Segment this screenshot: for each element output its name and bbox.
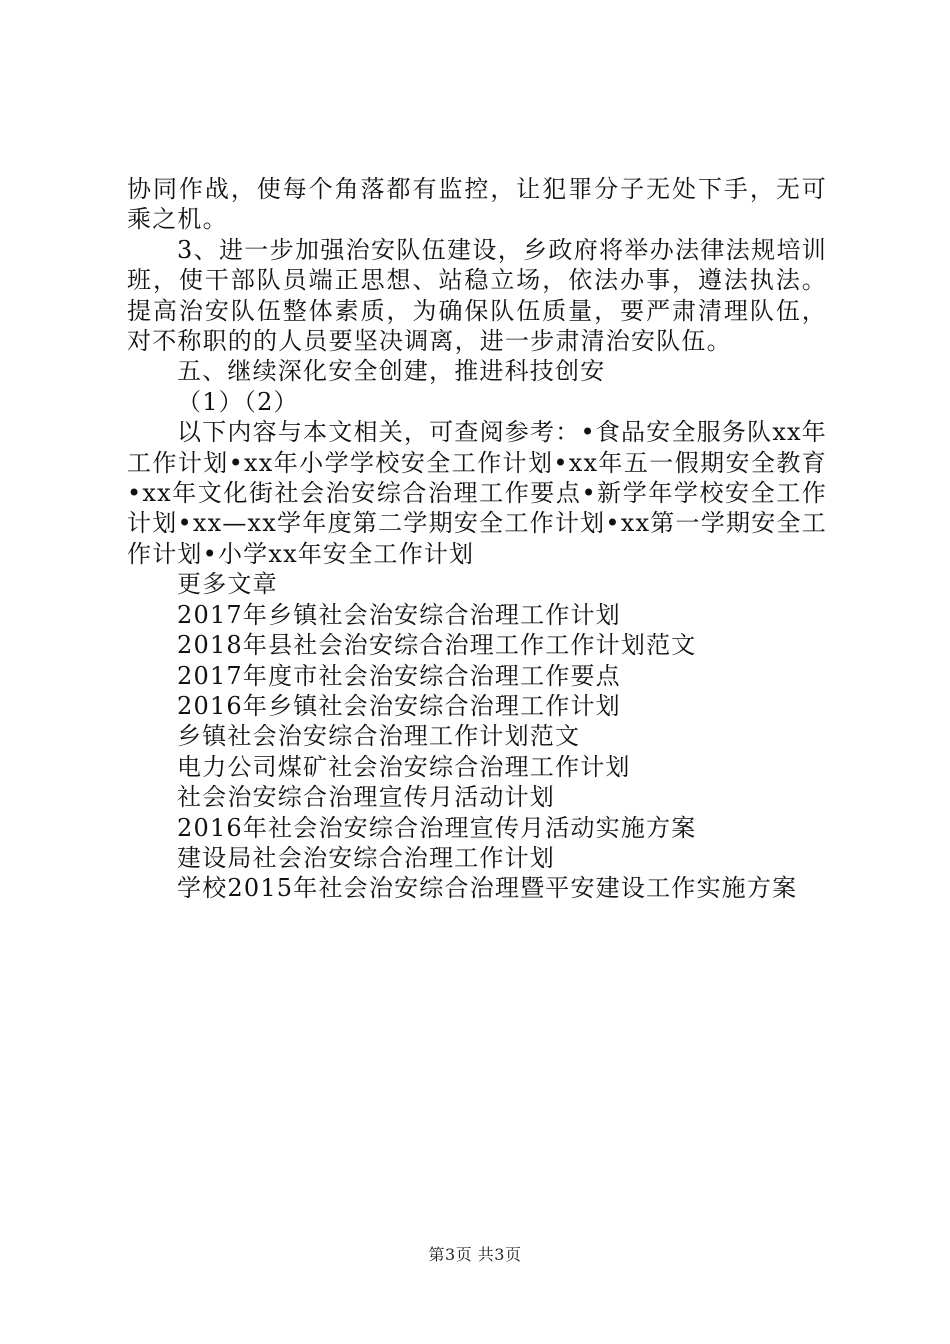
more-articles-label: 更多文章 bbox=[177, 570, 278, 599]
article-link[interactable]: 建设局社会治安综合治理工作计划 bbox=[177, 843, 555, 872]
document-body bbox=[127, 174, 827, 904]
article-link[interactable]: 2017年度市社会治安综合治理工作要点 bbox=[177, 661, 621, 690]
related-content-paragraph: 以下内容与本文相关，可查阅参考：•食品安全服务队xx年工作计划•xx年小学学校安全工作计划•xx年五一假期安全教育•xx年文化街社会治安综合治理工作要点•新学年学校安全工作计划•xx—xx学年度第二学期安全工作计划•xx第一学期安全工作计划•小学xx年安全工作计划 bbox=[127, 418, 827, 568]
more-articles-list bbox=[127, 600, 827, 904]
article-link[interactable]: 2016年乡镇社会治安综合治理工作计划 bbox=[177, 691, 621, 720]
article-link[interactable]: 学校2015年社会治安综合治理暨平安建设工作实施方案 bbox=[177, 874, 798, 903]
article-link[interactable]: 2018年县社会治安综合治理工作工作计划范文 bbox=[177, 631, 697, 660]
section-numbers: （1）（2） bbox=[177, 387, 299, 416]
paragraph-team-building: 3、进一步加强治安队伍建设，乡政府将举办法律法规培训班，使干部队员端正思想、站稳立场，依法办事，遵法执法。提高治安队伍整体素质，为确保队伍质量，要严肃清理队伍，对不称职的的人员要坚决调离，进一步肃清治安队伍。 bbox=[127, 235, 827, 356]
article-link[interactable]: 2016年社会治安综合治理宣传月活动实施方案 bbox=[177, 813, 697, 842]
article-link[interactable]: 电力公司煤矿社会治安综合治理工作计划 bbox=[177, 752, 631, 781]
article-link[interactable]: 2017年乡镇社会治安综合治理工作计划 bbox=[177, 600, 621, 629]
section-heading: 五、继续深化安全创建，推进科技创安 bbox=[177, 357, 606, 386]
article-link[interactable]: 社会治安综合治理宣传月活动计划 bbox=[177, 783, 555, 812]
page-number-footer: 第3页 共3页 bbox=[428, 1245, 522, 1264]
paragraph-continuation: 协同作战，使每个角落都有监控，让犯罪分子无处下手，无可乘之机。 bbox=[127, 175, 827, 234]
article-link[interactable]: 乡镇社会治安综合治理工作计划范文 bbox=[177, 722, 581, 751]
